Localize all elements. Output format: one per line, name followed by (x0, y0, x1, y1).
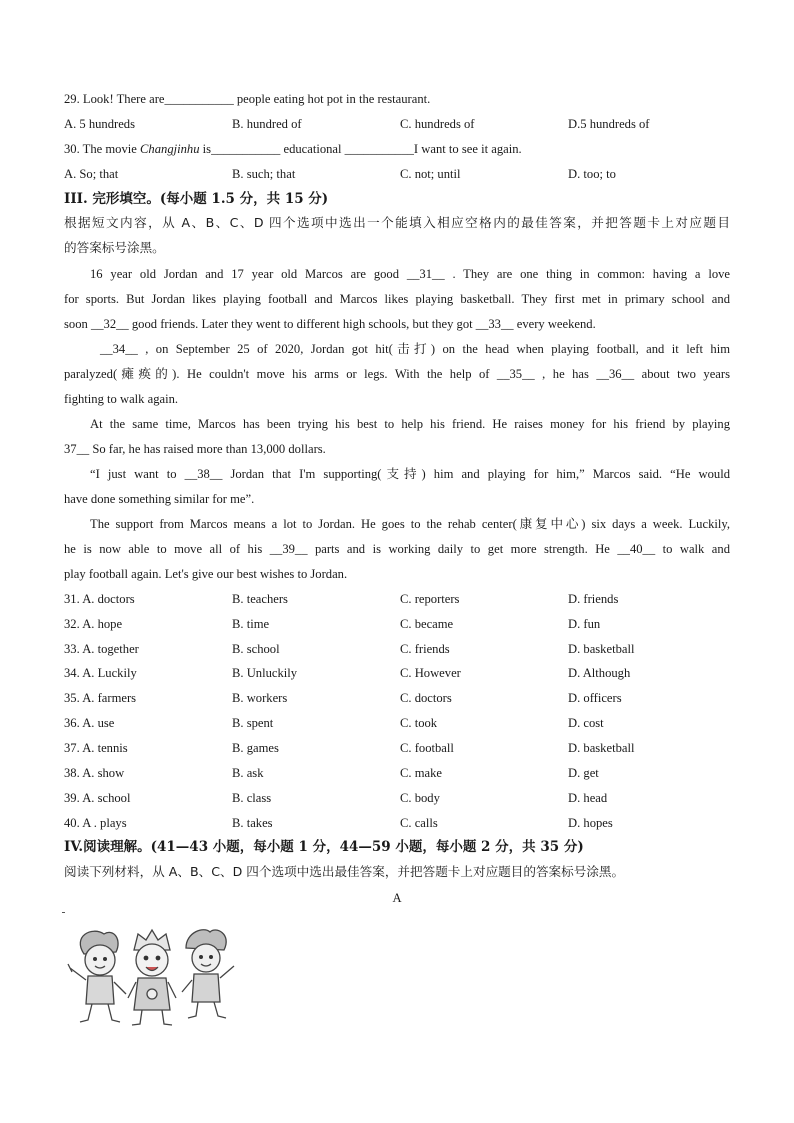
option-34-c: C. However (400, 666, 461, 680)
options-row-39 (64, 788, 730, 808)
passage-line-6: fighting to walk again. (64, 392, 179, 406)
section-3-instruction-2: 的答案标号涂黑。 (64, 240, 165, 255)
option-39-b: B. class (232, 791, 272, 805)
options-row-35 (64, 688, 730, 708)
option-39-d: D. head (568, 791, 608, 805)
option-32-d: D. fun (568, 617, 601, 631)
option-38-d: D. get (568, 766, 599, 780)
passage-line-7: At the same time, Marcos has been trying his best to help his friend. He raises money for his friend by playing (90, 417, 730, 431)
option-40-a: 40. A . plays (64, 816, 127, 830)
options-row-31 (64, 589, 730, 609)
passage-line-4: __34__ , on September 25 of 2020, Jordan got hit(击打) on the head when playing football, and it left him (100, 342, 730, 356)
option-29-c: C. hundreds of (400, 117, 475, 131)
option-40-b: B. takes (232, 816, 273, 830)
options-row-33 (64, 639, 730, 659)
option-29-d: D.5 hundreds of (568, 117, 650, 131)
question-30-stem-post: is___________ educational ___________I want to see it again. (199, 142, 522, 156)
option-33-d: D. basketball (568, 642, 635, 656)
passage-line-3: soon __32__ good friends. Later they went to different high schools, but they got __33__ every weekend. (64, 317, 596, 331)
options-row-38 (64, 763, 730, 783)
option-31-d: D. friends (568, 592, 619, 606)
option-30-b: B. such; that (232, 167, 296, 181)
option-35-d: D. officers (568, 691, 622, 705)
option-31-b: B. teachers (232, 592, 288, 606)
option-32-c: C. became (400, 617, 454, 631)
option-37-a: 37. A. tennis (64, 741, 128, 755)
option-32-a: 32. A. hope (64, 617, 123, 631)
question-30-stem (64, 139, 730, 159)
option-37-b: B. games (232, 741, 279, 755)
question-30-movie-title: Changjinhu (140, 142, 200, 156)
option-35-c: C. doctors (400, 691, 452, 705)
option-39-a: 39. A. school (64, 791, 131, 805)
option-39-c: C. body (400, 791, 440, 805)
option-38-a: 38. A. show (64, 766, 125, 780)
passage-line-8: 37__ So far, he has raised more than 13,000 dollars. (64, 442, 326, 456)
passage-line-12: he is now able to move all of his __39__ parts and is working daily to get more strength. He __40__ to walk and (64, 542, 730, 556)
option-30-c: C. not; until (400, 167, 461, 181)
mascots-illustration (64, 924, 240, 1028)
section-3-instruction-1: 根据短文内容，从 A、B、C、D 四个选项中选出一个能填入相应空格内的最佳答案，并把答题卡上对应题目 (64, 215, 730, 230)
question-29-options (64, 114, 730, 134)
options-row-34 (64, 663, 730, 683)
options-row-40 (64, 813, 730, 833)
passage-line-1: 16 year old Jordan and 17 year old Marcos are good __31__ . They are one thing in common: having a love (90, 267, 730, 281)
option-31-a: 31. A. doctors (64, 592, 135, 606)
passage-line-11: The support from Marcos means a lot to Jordan. He goes to the rehab center(康复中心) six days a week. Luckily, (90, 517, 730, 531)
passage-line-9: “I just want to __38__ Jordan that I'm supporting(支持) him and playing for him,” Marcos said. “He would (90, 467, 730, 481)
option-31-c: C. reporters (400, 592, 460, 606)
options-row-37 (64, 738, 730, 758)
passage-line-13: play football again. Let's give our best wishes to Jordan. (64, 567, 348, 581)
option-33-c: C. friends (400, 642, 450, 656)
option-36-d: D. cost (568, 716, 604, 730)
mascot-center (128, 930, 176, 1025)
option-37-d: D. basketball (568, 741, 635, 755)
option-34-a: 34. A. Luckily (64, 666, 137, 680)
option-36-a: 36. A. use (64, 716, 115, 730)
stray-mark (62, 912, 65, 913)
option-30-d: D. too; to (568, 167, 616, 181)
question-30-options (64, 164, 730, 184)
options-row-36 (64, 713, 730, 733)
option-29-a: A. 5 hundreds (64, 117, 136, 131)
passage-line-2: for sports. But Jordan likes playing football and Marcos likes playing basketball. They first met in primary school and (64, 292, 730, 306)
option-38-c: C. make (400, 766, 442, 780)
option-30-a: A. So; that (64, 167, 119, 181)
reading-part-label: A (392, 891, 402, 905)
question-29-stem: 29. Look! There are___________ people eating hot pot in the restaurant. (64, 92, 431, 106)
passage-line-5: paralyzed(瘫痪的). He couldn't move his arms or legs. With the help of __35__ , he has __36__ about two years (64, 367, 730, 381)
option-35-a: 35. A. farmers (64, 691, 137, 705)
option-33-a: 33. A. together (64, 642, 139, 656)
option-38-b: B. ask (232, 766, 264, 780)
option-32-b: B. time (232, 617, 270, 631)
question-30-stem-pre: 30. The movie (64, 142, 141, 156)
option-40-d: D. hopes (568, 816, 613, 830)
option-34-d: D. Although (568, 666, 631, 680)
option-35-b: B. workers (232, 691, 288, 705)
option-29-b: B. hundred of (232, 117, 302, 131)
section-4-instruction: 阅读下列材料，从 A、B、C、D 四个选项中选出最佳答案，并把答题卡上对应题目的答案标号涂黑。 (64, 864, 625, 879)
option-34-b: B. Unluckily (232, 666, 298, 680)
option-36-c: C. took (400, 716, 438, 730)
mascot-right (182, 930, 234, 1018)
section-3-heading: III. 完形填空。(每小题 1.5 分，共 15 分) (64, 191, 329, 207)
section-4-heading: IV.阅读理解。(41—43 小题，每小题 1 分，44—59 小题，每小题 2 分，共 35 分) (64, 839, 584, 855)
mascot-left (68, 931, 126, 1022)
passage-line-10: have done something similar for me”. (64, 492, 255, 506)
option-33-b: B. school (232, 642, 280, 656)
option-40-c: C. calls (400, 816, 438, 830)
option-36-b: B. spent (232, 716, 274, 730)
option-37-c: C. football (400, 741, 454, 755)
options-row-32 (64, 614, 730, 634)
